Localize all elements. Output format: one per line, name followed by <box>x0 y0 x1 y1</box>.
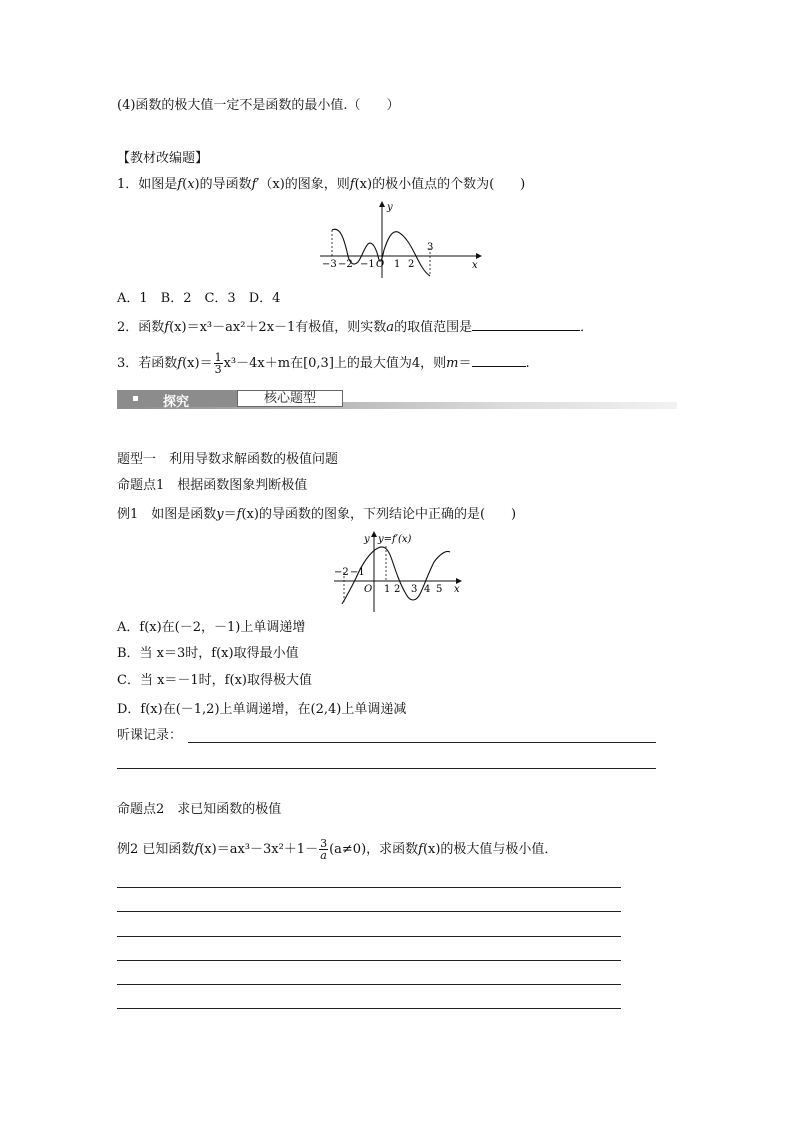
answer-blank[interactable] <box>472 353 526 367</box>
tick-label: 1 <box>384 584 391 595</box>
derivative-graph-1 <box>316 200 484 280</box>
math-x: x <box>187 177 195 192</box>
type-1-title <box>117 451 338 469</box>
text: (x)＝ <box>182 356 213 371</box>
subtopic-1-title-text: 命题点1 根据函数图象判断极值 <box>117 478 308 493</box>
text: 函数 <box>138 320 165 335</box>
y-axis-arrow <box>379 201 385 207</box>
curve-label: y=f′(x) <box>378 534 412 545</box>
example-1-stem <box>117 506 516 524</box>
text: (x)的极小值点的个数为( ) <box>354 177 526 192</box>
tick-label: 2 <box>408 259 415 270</box>
text: (x)的极大值与极小值． <box>422 842 558 857</box>
bullet-square-icon <box>133 396 138 401</box>
x-axis-arrow <box>476 253 482 259</box>
problem-1-options <box>117 290 280 308</box>
banner-tag: 探究 <box>163 395 190 410</box>
notes-label-text: 听课记录： <box>117 728 183 743</box>
y-axis-label: y <box>387 202 393 213</box>
option-text: B．当 x＝3时，f(x)取得最小值 <box>117 646 299 661</box>
question-4-text: (4)函数的极大值一定不是函数的最小值.（ ） <box>117 98 400 113</box>
derivative-graph-2 <box>330 530 464 614</box>
y-axis-arrow <box>371 531 377 537</box>
subtopic-2-title-text: 命题点2 求已知函数的极值 <box>117 802 282 817</box>
text: (x)＝ax³－3x²＋1－ <box>199 842 319 857</box>
answer-writing-line[interactable] <box>117 1008 621 1009</box>
math-f: f <box>418 842 423 857</box>
options-text: A．1 B．2 C．3 D．4 <box>117 291 281 306</box>
math-y: y <box>216 507 224 522</box>
math-f: f <box>349 177 355 192</box>
fraction-numerator: 1 <box>214 351 222 364</box>
text: 例1 如图是函数 <box>117 507 217 522</box>
fraction-denominator: 3 <box>214 363 222 376</box>
math-f: f <box>177 356 183 371</box>
option-text: A．f(x)在(－2，－1)上单调递增 <box>117 620 306 635</box>
example-2-stem <box>117 838 557 861</box>
question-4 <box>117 97 400 115</box>
text: x³－4x＋m在[0,3]上的最大值为4，则 <box>223 356 447 371</box>
tick-label: 5 <box>436 584 443 595</box>
tick-label: −3 <box>322 259 337 270</box>
text: 如图是 <box>138 177 178 192</box>
fraction <box>319 838 328 861</box>
origin-label: O <box>376 259 385 270</box>
problem-1-stem <box>117 176 525 194</box>
example-1-option-c <box>117 672 312 690</box>
text: ( <box>182 177 188 192</box>
example-1-option-d <box>117 701 406 719</box>
answer-writing-line[interactable] <box>117 984 621 985</box>
tick-label: 3 <box>427 242 434 253</box>
math-f: f <box>236 507 242 522</box>
tick-label: 1 <box>394 259 401 270</box>
answer-blank[interactable] <box>472 317 580 331</box>
problem-2 <box>117 317 593 337</box>
notes-label <box>117 727 182 745</box>
y-axis-label: y <box>364 534 370 545</box>
banner-title: 核心题型 <box>237 390 343 407</box>
tick-label: −1 <box>350 567 365 578</box>
section-banner <box>117 390 677 409</box>
problem-3 <box>117 352 530 375</box>
math-f: f <box>194 842 200 857</box>
problem-number: 1． <box>117 177 139 192</box>
answer-writing-line[interactable] <box>117 911 621 912</box>
text: 例2 已知函数 <box>117 842 195 857</box>
tick-label: 2 <box>394 584 401 595</box>
text: ＝ <box>223 507 237 522</box>
tick-label: −2 <box>334 567 349 578</box>
x-axis-label: x <box>472 260 478 271</box>
example-1-option-a <box>117 619 305 637</box>
example-1-option-b <box>117 645 299 663</box>
text: )的导函数 <box>194 177 252 192</box>
text: (x)的导函数的图象，下列结论中正确的是( ) <box>241 507 517 522</box>
text: 的取值范围是 <box>394 320 473 335</box>
text: （x)的图象，则 <box>259 177 350 192</box>
fraction <box>214 352 223 375</box>
tick-label: −2 <box>338 259 353 270</box>
x-axis-label: x <box>454 584 460 595</box>
math-f-prime: f′ <box>251 177 260 192</box>
subtopic-1-title <box>117 477 307 495</box>
problem-number: 3． <box>117 356 139 371</box>
answer-writing-line[interactable] <box>117 887 621 888</box>
text: (a≠0)，求函数 <box>329 842 419 857</box>
math-f: f <box>164 320 170 335</box>
option-text: D．f(x)在(－1,2)上单调递增，在(2,4)上单调递减 <box>117 702 407 717</box>
text: . <box>525 356 530 371</box>
answer-writing-line[interactable] <box>117 936 621 937</box>
subtopic-2-title <box>117 801 281 819</box>
problem-number: 2． <box>117 320 139 335</box>
text: ＝ <box>458 356 472 371</box>
notes-writing-line[interactable] <box>188 742 656 743</box>
text: ． <box>580 320 594 335</box>
section-heading-textbook-label: 【教材改编题】 <box>117 151 209 166</box>
fraction-numerator: 3 <box>320 837 328 850</box>
origin-label: O <box>364 584 373 595</box>
math-f: f <box>177 177 183 192</box>
text: (x)＝x³－ax²＋2x－1有极值，则实数 <box>169 320 387 335</box>
type-1-title-text: 题型一 利用导数求解函数的极值问题 <box>117 452 339 467</box>
tick-label: 4 <box>424 584 431 595</box>
fraction-denominator: a <box>320 849 327 862</box>
notes-writing-line[interactable] <box>117 768 656 769</box>
tick-label: 3 <box>411 584 418 595</box>
tick-label: −1 <box>360 259 375 270</box>
math-m: m <box>446 356 459 371</box>
text: 若函数 <box>138 356 178 371</box>
math-a: a <box>386 320 395 335</box>
section-heading-textbook <box>117 150 208 168</box>
answer-writing-line[interactable] <box>117 960 621 961</box>
option-text: C．当 x＝－1时，f(x)取得极大值 <box>117 673 312 688</box>
